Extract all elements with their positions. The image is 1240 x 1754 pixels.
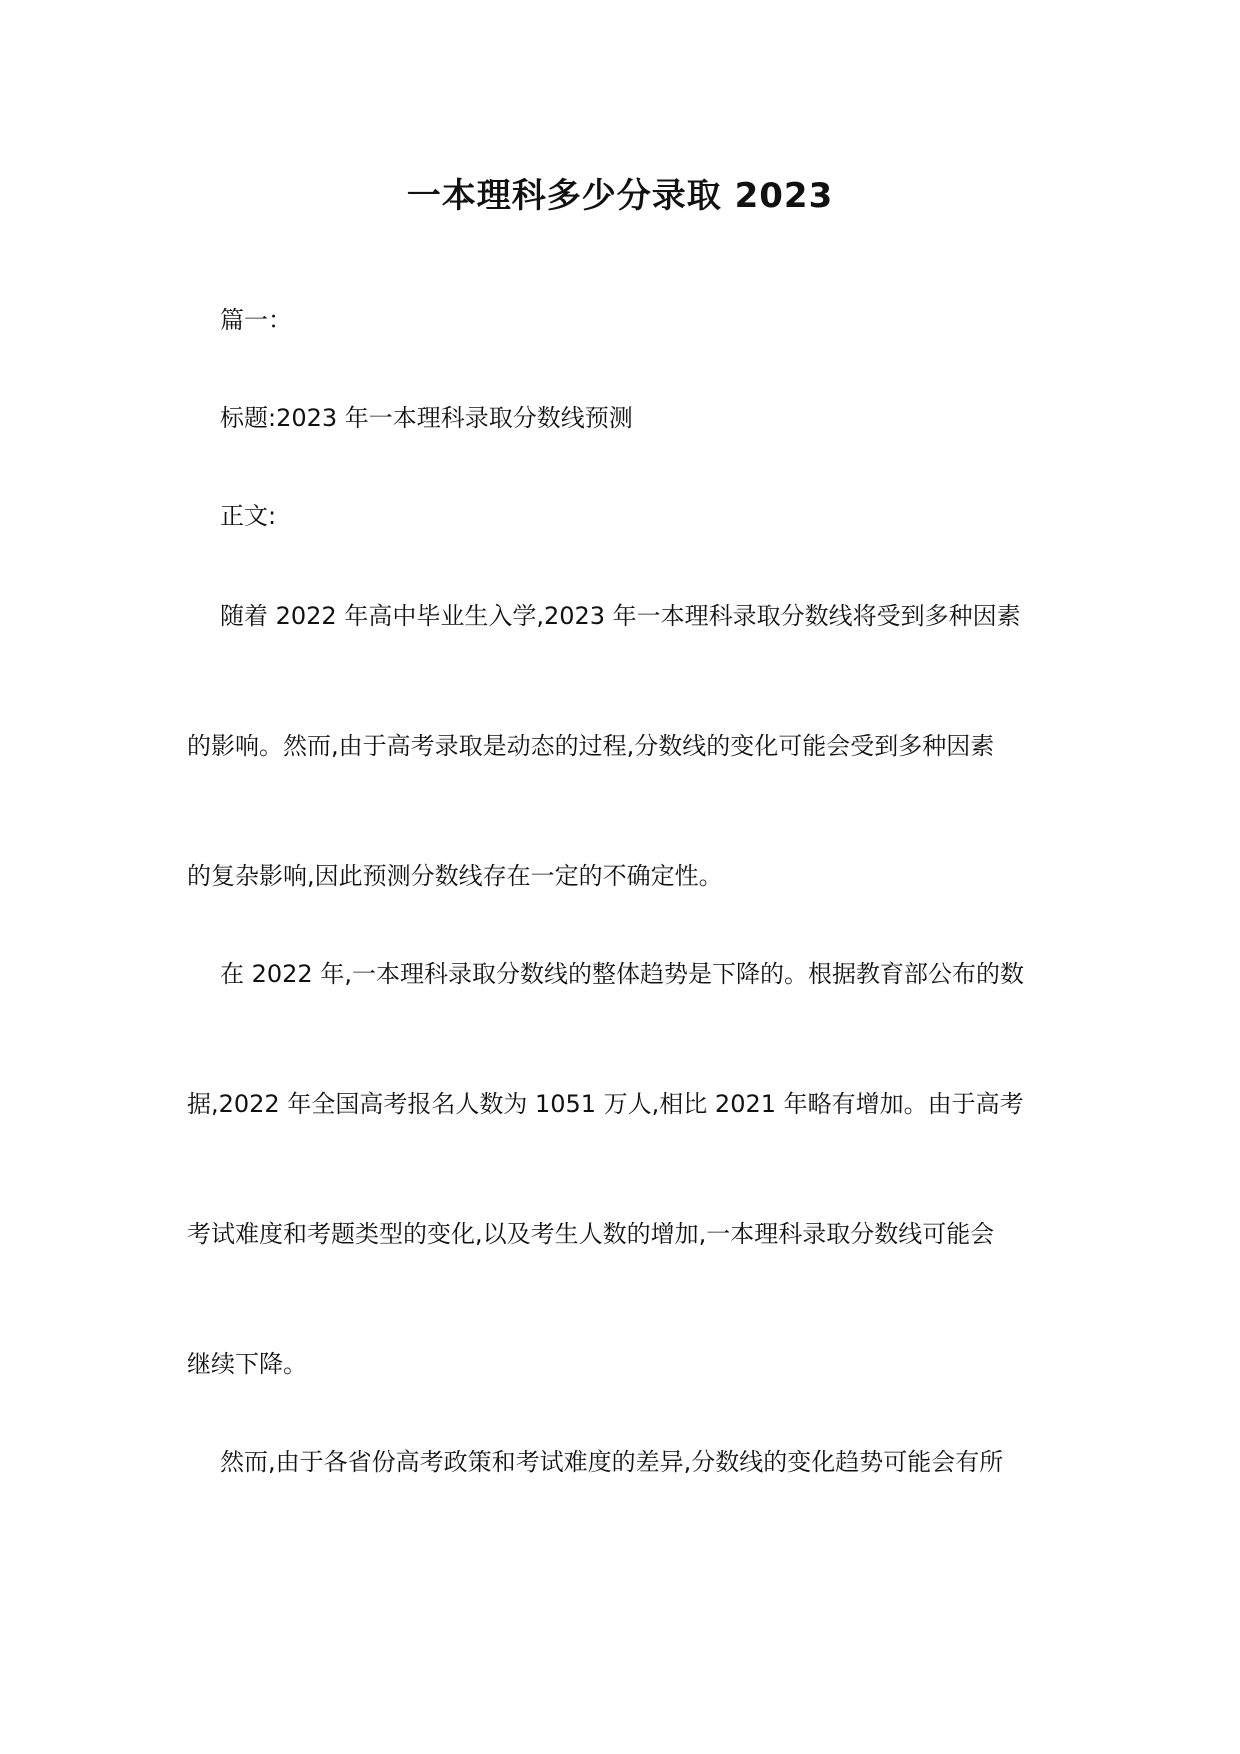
paragraph-2-line-2: 据,2022 年全国高考报名人数为 1051 万人,相比 2021 年略有增加。由于高考 — [187, 1090, 1024, 1118]
paragraph-3-line-1: 然而,由于各省份高考政策和考试难度的差异,分数线的变化趋势可能会有所 — [220, 1448, 1004, 1476]
paragraph-1-line-2: 的影响。然而,由于高考录取是动态的过程,分数线的变化可能会受到多种因素 — [187, 732, 995, 760]
heading-line: 标题:2023 年一本理科录取分数线预测 — [220, 404, 633, 432]
paragraph-1-line-3: 的复杂影响,因此预测分数线存在一定的不确定性。 — [187, 862, 723, 890]
paragraph-2-line-3: 考试难度和考题类型的变化,以及考生人数的增加,一本理科录取分数线可能会 — [187, 1220, 995, 1248]
paragraph-2-line-4: 继续下降。 — [187, 1350, 307, 1378]
paragraph-2-line-1: 在 2022 年,一本理科录取分数线的整体趋势是下降的。根据教育部公布的数 — [220, 960, 1024, 988]
document-title: 一本理科多少分录取 2023 — [406, 176, 834, 216]
body-label: 正文: — [220, 502, 277, 530]
section-label: 篇一： — [220, 306, 292, 334]
paragraph-1-line-1: 随着 2022 年高中毕业生入学,2023 年一本理科录取分数线将受到多种因素 — [220, 602, 1021, 630]
